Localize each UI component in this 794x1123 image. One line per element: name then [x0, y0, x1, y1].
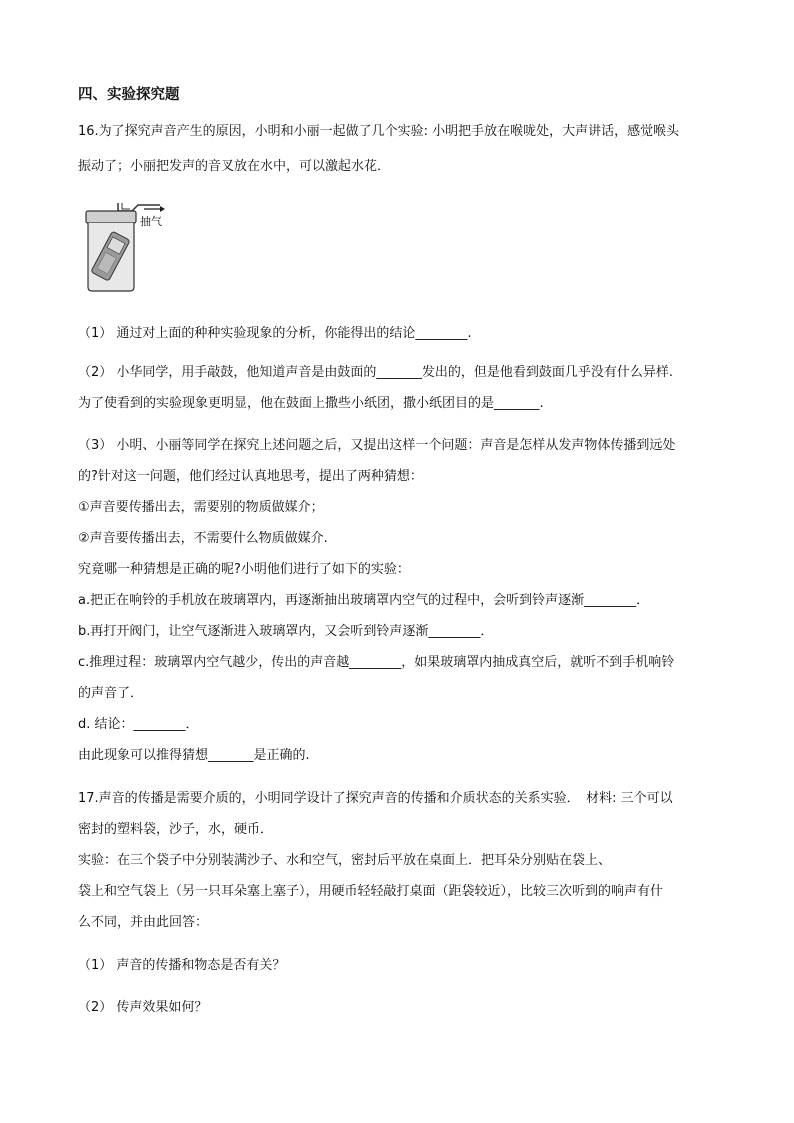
q16-guess-1: ①声音要传播出去，需要别的物质做媒介； [78, 500, 324, 515]
q16-intro-line-1: 16.为了探究声音产生的原因，小明和小丽一起做了几个实验: 小明把手放在喉咙处，大声讲话，感觉喉头 [78, 124, 680, 139]
q16-part-3-line-2: 的?针对这一问题，他们经过认真地思考，提出了两种猜想： [78, 469, 423, 484]
q16-guess-2: ②声音要传播出去，不需要什么物质做媒介. [78, 531, 328, 546]
q16-step-c-line-1: c.推理过程：玻璃罩内空气越少，传出的声音越________，如果玻璃罩内抽成真空后，就听不到手机响铃 [78, 655, 675, 670]
q17-intro-line-1: 17.声音的传播是需要介质的，小明同学设计了探究声音的传播和介质状态的关系实验． 材料: 三个可以 [78, 791, 673, 806]
q17-intro-line-2: 密封的塑料袋，沙子，水，硬币． [78, 822, 274, 837]
bell-jar-figure [80, 197, 190, 293]
q16-step-c-line-2: 的声音了． [78, 686, 144, 701]
section-title: 四、实验探究题 [78, 87, 180, 103]
q16-step-b: b.再打开阀门，让空气逐渐进入玻璃罩内，又会听到铃声逐渐________． [78, 624, 494, 639]
q17-experiment-line-2: 袋上和空气袋上（另一只耳朵塞上塞子），用硬币轻轻敲打桌面（距袋较近），比较三次听到的响声有什 [78, 884, 664, 899]
q16-part-2-line-2: 为了使看到的实验现象更明显，他在鼓面上撒些小纸团，撒小纸团目的是_______. [78, 396, 544, 411]
q16-part-1: （1） 通过对上面的种种实验现象的分析，你能得出的结论________. [78, 326, 472, 341]
q16-part-2-line-1: （2） 小华同学，用手敲鼓，他知道声音是由鼓面的_______发出的，但是他看到鼓面几乎没有什么异样. [78, 365, 674, 380]
figure-label: 抽气 [140, 215, 162, 228]
q16-intro-line-2: 振动了；小丽把发声的音叉放在水中，可以激起水花． [78, 159, 391, 174]
q16-step-d: d. 结论：________． [78, 717, 199, 732]
q17-experiment-line-1: 实验：在三个袋子中分别装满沙子、水和空气，密封后平放在桌面上．把耳朵分别贴在袋上、 [78, 853, 612, 868]
q16-step-a: a.把正在响铃的手机放在玻璃罩内，再逐渐抽出玻璃罩内空气的过程中，会听到铃声逐渐________． [78, 593, 650, 608]
arrow-right-icon [144, 206, 165, 212]
q16-infer: 由此现象可以推得猜想_______是正确的. [78, 748, 310, 763]
q16-which: 究竟哪一种猜想是正确的呢?小明他们进行了如下的实验： [78, 562, 410, 577]
q16-part-3-line-1: （3） 小明、小丽等同学在探究上述问题之后，又提出这样一个问题：声音是怎样从发声物体传播到远处 [78, 438, 676, 453]
q17-part-1: （1） 声音的传播和物态是否有关？ [78, 958, 286, 973]
q17-part-2: （2） 传声效果如何？ [78, 1000, 208, 1015]
q17-experiment-line-3: 么不同，并由此回答： [78, 915, 209, 930]
